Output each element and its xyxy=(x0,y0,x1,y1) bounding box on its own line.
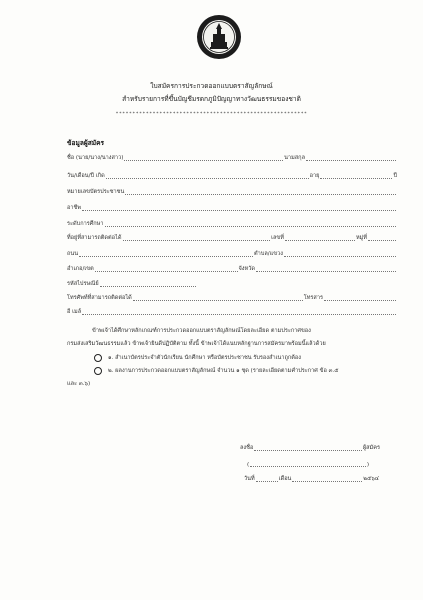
year-value: ๒๕๖๔ xyxy=(363,476,379,482)
road-label: ถนน xyxy=(67,251,79,257)
month-field[interactable] xyxy=(292,475,362,482)
occupation-row xyxy=(67,202,397,212)
education-row xyxy=(67,218,397,228)
id-card-label: หมายเลขบัตรประชาชน xyxy=(67,189,125,195)
address-label: ที่อยู่ที่สามารถติดต่อได้ xyxy=(67,235,122,241)
date-row xyxy=(244,473,379,483)
printed-name-row xyxy=(247,458,369,468)
occupation-field[interactable] xyxy=(82,204,396,211)
name-field[interactable] xyxy=(124,154,283,161)
section-title-applicant-info: ข้อมูลผู้สมัคร xyxy=(67,139,105,147)
phone-row xyxy=(67,292,397,302)
education-field[interactable] xyxy=(105,220,397,227)
day-field[interactable] xyxy=(256,475,278,482)
fax-label: โทรสาร xyxy=(303,295,323,301)
name-row xyxy=(67,152,397,162)
number-field[interactable] xyxy=(285,234,355,241)
email-label: อี เมล์ xyxy=(67,309,82,315)
age-field[interactable] xyxy=(320,172,392,179)
road-field[interactable] xyxy=(79,250,253,257)
sign-label: ลงชื่อ xyxy=(240,445,254,451)
number-label: เลขที่ xyxy=(271,235,284,241)
surname-field[interactable] xyxy=(306,154,396,161)
checklist-item-1-text: ๑. สำเนาบัตรประจำตัวนักเรียน นักศึกษา หรือบัตรประชาชน รับรองสำเนาถูกต้อง xyxy=(108,355,301,361)
checklist-item-2[interactable] xyxy=(94,366,338,376)
birth-row xyxy=(67,170,397,180)
village-field[interactable] xyxy=(368,234,396,241)
postcode-label: รหัสไปรษณีย์ xyxy=(67,281,99,287)
fax-field[interactable] xyxy=(324,294,396,301)
name-label: ชื่อ (นาย/นาง/นางสาว) xyxy=(67,155,124,161)
id-card-row xyxy=(67,186,397,196)
declaration-line-2: กรมส่งเสริมวัฒนธรรมแล้ว ข้าพเจ้ายินดีปฏิบัติตาม ทั้งนี้ ข้าพเจ้าได้แนบหลักฐานการสมัครมาพร้อมนี้แล้วด้วย xyxy=(67,341,326,347)
phone-field[interactable] xyxy=(133,294,303,301)
province-label: จังหวัด xyxy=(238,266,255,272)
address-row xyxy=(67,232,397,242)
checklist-item-2-text: ๒. ผลงานการประกวดออกแบบตราสัญลักษณ์ จำนวน ๑ ชุด (รายละเอียดตามคำประกาศ ข้อ ๓.๕ xyxy=(108,368,339,374)
subdistrict-label: ตำบล/แขวง xyxy=(254,251,283,257)
occupation-label: อาชีพ xyxy=(67,205,81,211)
subdistrict-field[interactable] xyxy=(284,250,396,257)
email-row xyxy=(67,306,397,316)
form-title: ใบสมัครการประกวดออกแบบตราสัญลักษณ์ xyxy=(150,82,273,90)
open-paren: ( xyxy=(247,462,250,468)
id-card-field[interactable] xyxy=(125,188,396,195)
education-label: ระดับการศึกษา xyxy=(67,221,104,227)
month-label: เดือน xyxy=(278,476,292,482)
printed-name-field[interactable] xyxy=(250,460,366,467)
district-field[interactable] xyxy=(95,265,238,272)
signature-field[interactable] xyxy=(254,444,362,451)
district-label: อำเภอ/เขต xyxy=(67,266,94,272)
checkbox-circle-icon[interactable] xyxy=(94,354,102,362)
checklist-item-2-continuation: และ ๓.๖) xyxy=(67,381,91,387)
birth-field[interactable] xyxy=(106,172,309,179)
date-label: วันที่ xyxy=(244,476,255,482)
postcode-row xyxy=(67,278,197,288)
age-label: อายุ xyxy=(309,173,320,179)
phone-label: โทรศัพท์ที่สามารถติดต่อได้ xyxy=(67,295,132,301)
checklist-item-1[interactable] xyxy=(94,353,301,363)
department-seal-icon xyxy=(196,14,242,60)
checkbox-circle-icon[interactable] xyxy=(94,367,102,375)
address-field[interactable] xyxy=(123,234,271,241)
surname-label: นามสกุล xyxy=(284,155,305,161)
year-label: ปี xyxy=(393,173,397,179)
birth-label: วัน/เดือน/ปี เกิด xyxy=(67,173,105,179)
signature-row xyxy=(240,442,380,452)
road-row xyxy=(67,248,397,258)
postcode-field[interactable] xyxy=(100,280,196,287)
declaration-line-1: ข้าพเจ้าได้ศึกษาหลักเกณฑ์การประกวดออกแบบตราสัญลักษณ์โดยละเอียด ตามประกาศของ xyxy=(92,328,311,334)
separator-line: ********************************************************* xyxy=(115,112,308,117)
close-paren: ) xyxy=(366,462,369,468)
applicant-label: ผู้สมัคร xyxy=(362,445,380,451)
village-label: หมู่ที่ xyxy=(355,235,367,241)
district-row xyxy=(67,263,397,273)
email-field[interactable] xyxy=(82,308,396,315)
form-subtitle: สำหรับรายการที่ขึ้นบัญชีมรดกภูมิปัญญาทางวัฒนธรรมของชาติ xyxy=(122,95,301,103)
province-field[interactable] xyxy=(256,265,396,272)
